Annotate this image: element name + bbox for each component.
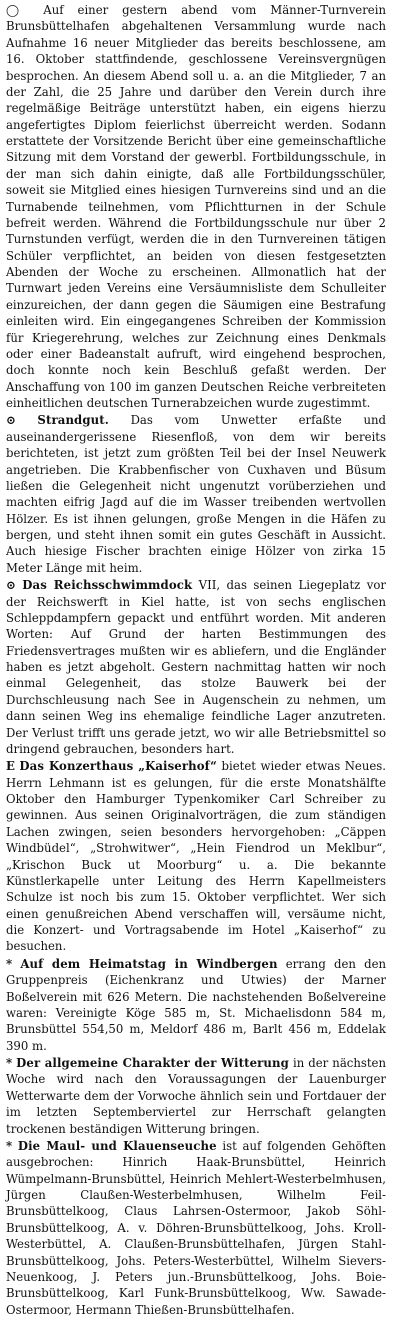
article-heading: Auf dem Heimatstag in Windbergen: [20, 956, 278, 971]
article-strandgut: [6, 412, 386, 576]
article-maul-klauenseuche: [6, 1138, 386, 1318]
article-heading: Strandgut.: [37, 413, 109, 428]
article-marker: ◯: [6, 3, 30, 17]
article-marker: *: [6, 1056, 13, 1070]
article-marker: E: [6, 759, 15, 774]
article-body: VII, das seinen Liegeplatz vor der Reichswerft in Kiel hatte, ist von sechs englischen Schleppdampfern gepackt und entführt worden. Mit anderen Worten: Auf Grund der harten Bestimmungen des Friedensvertrages mußten wir es abliefern, und die Engländer haben es jetzt abgeholt. Gestern nachmittag hatten wir noch einmal Gelegenheit, das stolze Bauwerk bei der Durchschleusung nach See in Augenschein zu nehmen, um dann seinen Weg ins ehemalige feindliche Lager anzutreten. Der Verlust trifft uns gerade jetzt, wo wir alle Betriebsmittel so dringend gebrauchen, besonders hart.: [6, 578, 386, 756]
article-body: bietet wieder etwas Neues. Herrn Lehmann ist es gelungen, für die erste Monatshälfte Oktober den Hamburger Typenkomiker Carl Schreiber zu gewinnen. Aus seinen Originalvorträgen, die zum ständigen Lachen zwingen, seien besonders hervorgehoben: „Cäppen Windbüdel“, „Strohwitwer“, „Hein Fiendrod un Meklbur“, „Krischon Buck ut Moorburg“ u. a. Die bekannte Künstlerkapelle unter Leitung des Herrn Kapellmeisters Schulze ist noch bis zum 15. Oktober verpflichtet. Wer sich einen genußreichen Abend verschaffen will, versäume nicht, die Konzert- und Vortragsabende im Hotel „Kaiserhof“ zu besuchen.: [6, 759, 386, 954]
article-heading: Das Reichsschwimmdock: [22, 578, 193, 593]
article-heading: Das Konzerthaus „Kaiserhof“: [19, 759, 218, 774]
article-body: errang den den Gruppenpreis (Eichenkranz und Utwies) der Marner Boßelverein mit 626 Metern. Die nachstehenden Boßelvereine waren: Vereinigte Köge 585 m, St. Michaelisdonn 584 m, Brunsbüttel 554,50 m, Meldorf 486 m, Barlt 456 m, Eddelak 390 m.: [6, 956, 387, 1053]
article-turnverein: [6, 2, 386, 411]
article-witterung: [6, 1055, 386, 1137]
article-konzerthaus: [6, 758, 386, 955]
article-body: Das vom Unwetter erfaßte und auseinandergerissene Riesenfloß, von dem wir bereits berichteten, ist jetzt zum größten Teil bei der Insel Neuwerk angetrieben. Die Krabbenfischer von Cuxhaven und Büsum ließen die Gelegenheit nicht ungenutzt vorüberziehen und machten eifrig Jagd auf die im Wasser treibenden wertvollen Hölzer. Es ist ihnen gelungen, große Mengen in die Häfen zu bergen, und steht ihnen somit ein gutes Geschäft in Aussicht. Auch hiesige Fischer brachten einige Hölzer von zirka 15 Meter Länge mit heim.: [6, 413, 386, 575]
article-heading: Die Maul- und Klauenseuche: [17, 1138, 217, 1153]
article-marker: ⊙: [6, 578, 16, 593]
article-body: ist auf folgenden Gehöften ausgebrochen: Hinrich Haak-Brunsbüttel, Heinrich Wümpelmann-Brunsbüttel, Heinrich Mehlert-Westerbelmhusen, Jürgen Claußen-Westerbelmhusen, Wilhelm Feil-Brunsbüttelkoog, Claus Lahrsen-Ostermoor, Jakob Söhl-Brunsbüttelkoog, A. v. Döhren-Brunsbüttelkoog, Johs. Kroll-Westerbüttel, A. Claußen-Brunsbüttelhafen, Jürgen Stahl-Brunsbüttelkoog, Johs. Peters-Westerbüttel, Wilhelm Sievers-Neuenkoog, J. Peters jun.-Brunsbüttelkoog, Johs. Boie-Brunsbüttelkoog, Karl Funk-Brunsbüttelkoog, Ww. Sawade-Ostermoor, Hermann Thießen-Brunsbüttelhafen.: [6, 1138, 387, 1317]
article-body: in der nächsten Woche wird nach den Voraussagungen der Lauenburger Wetterwarte dem der Vorwoche ähnlich sein und Fortdauer der im letzten Septemberviertel zur Herrschaft gelangten trockenen beständigen Witterung bringen.: [6, 1056, 387, 1136]
article-marker: *: [6, 1138, 13, 1153]
article-heading: Der allgemeine Charakter der Witterung: [16, 1056, 289, 1070]
article-marker: *: [6, 956, 13, 971]
article-reichsschwimmdock: [6, 577, 386, 757]
article-marker: ⊙: [6, 413, 16, 428]
article-body: Auf einer gestern abend vom Männer-Turnverein Brunsbüttelhafen abgehaltenen Versammlung wurde nach Aufnahme 16 neuer Mitglieder das bereits beschlossene, am 16. Oktober stattfindende, geschlossene Vereinsvergnügen besprochen. An diesem Abend soll u. a. an die Mitglieder, 7 an der Zahl, die 25 Jahre und darüber den Verein durch ihre regelmäßige Beiträge unterstützt haben, ein eigens hierzu angefertigtes Diplom feierlichst überreicht werden. Sodann erstattete der Vorsitzende Bericht über eine gemeinschaftliche Sitzung mit dem Vorstand der gewerbl. Fortbildungsschule, in der man sich dahin einigte, daß alle Fortbildungsschüler, soweit sie Mitglied eines hiesigen Turnvereins sind und an die Turnabende teilnehmen, vom Pflichtturnen in der Schule befreit werden. Während die Fortbildungsschule nur über 2 Turnstunden verfügt, werden die in den Turnvereinen tätigen Schüler verpflichtet, an beiden von diesen festgesetzten Abenden der Woche zu erscheinen. Allmonatlich hat der Turnwart jeden Vereins eine Versäumnisliste dem Schulleiter einzureichen, der dann gegen die Säumigen eine Bestrafung einleiten wird. Ein eingegangenes Schreiben der Kommission für Kriegerehrung, welches zur Zeichnung eines Denkmals oder einer Badeanstalt aufruft, wird eingehend besprochen, doch konnte noch kein Beschluß gefaßt werden. Der Anschaffung von 100 im ganzen Deutschen Reiche verbreiteten einheitlichen deutschen Turnerabzeichen wurde zugestimmt.: [6, 3, 386, 410]
article-heimatstag: [6, 956, 386, 1054]
